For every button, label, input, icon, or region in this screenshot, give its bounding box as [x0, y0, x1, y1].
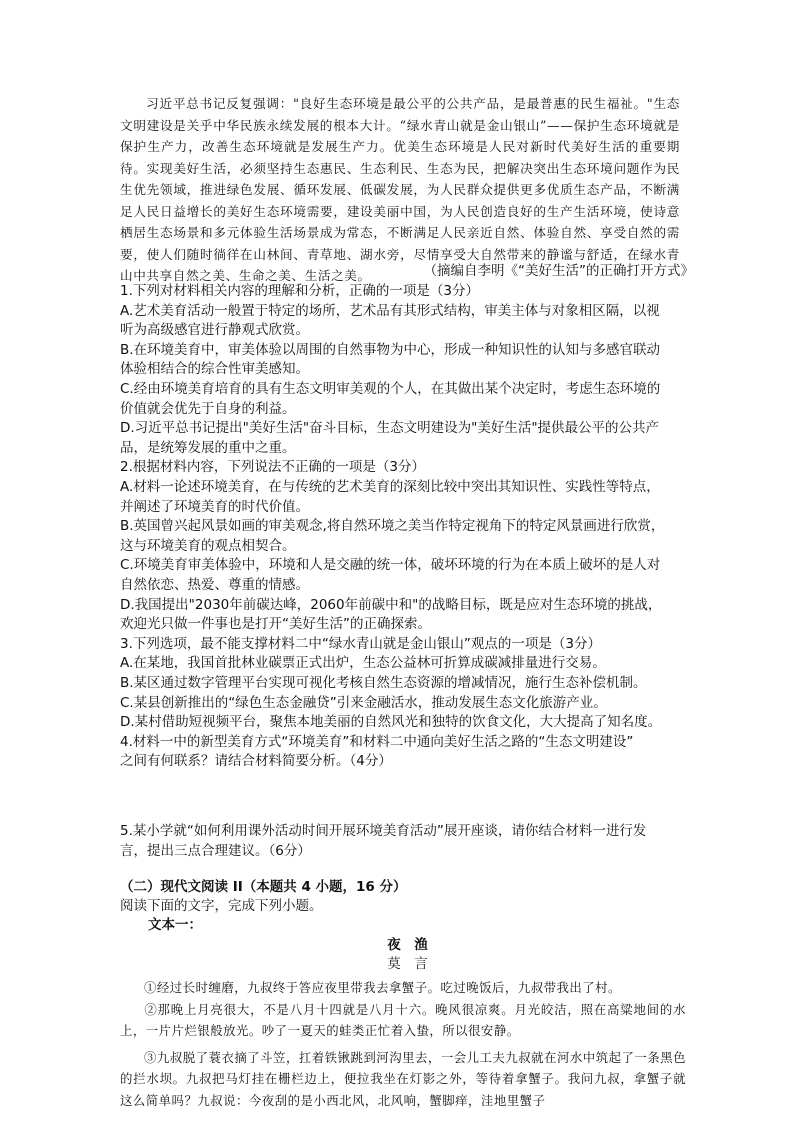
- question-4-stem: 4.材料一中的新型美育方式“环境美育”和材料二中通向美好生活之路的“生态文明建设”: [120, 733, 634, 750]
- question-1-option-b: B.在环境美育中，审美体验以周围的自然事物为中心，形成一种知识性的认知与多感官联动: [120, 341, 661, 358]
- question-2-option-b: B.英国曾兴起风景如画的审美观念,将自然环境之美当作特定视角下的特定风景画进行欣赏，: [120, 518, 665, 535]
- question-3-stem: 3.下列选项，最不能支撑材料二中“绿水青山就是金山银山”观点的一项是（3分）: [120, 635, 601, 652]
- story-paragraph-3: [120, 1047, 686, 1111]
- question-3-option-b: B.某区通过数字管理平台实现可视化考核自然生态资源的增减情况，施行生态补偿机制。: [120, 675, 647, 691]
- question-5-stem: 5.某小学就“如何利用课外活动时间开展环境美育活动”展开座谈，请你结合材料一进行发: [120, 823, 647, 839]
- question-1-option-c: C.经由环境美育培育的具有生态文明审美观的个人，在其做出某个决定时，考虑生态环境的: [120, 381, 661, 397]
- question-4-stem-cont: 之间有何联系？请结合材料简要分析。（4分）: [120, 753, 392, 770]
- question-1-option-d-cont: 品，是统筹发展的重中之重。: [120, 439, 296, 456]
- question-1-option-d: D.习近平总书记提出"美好生活"奋斗目标，生态文明建设为"美好生活"提供最公平的公共产: [120, 420, 660, 437]
- text-one-label: 文本一：: [148, 917, 202, 933]
- question-2-option-d: D.我国提出"2030年前碳达峰，2060年前碳中和"的战略目标，既是应对生态环境的挑战，: [120, 596, 662, 613]
- question-1-stem: 1.下列对材料相关内容的理解和分析，正确的一项是（3分）: [120, 283, 479, 299]
- source-citation: （摘编自李明《“美好生活”的正确打开方式》: [423, 263, 694, 279]
- question-2-option-b-cont: 这与环境美育的观点相契合。: [120, 537, 296, 554]
- story-paragraph-1: [120, 977, 686, 998]
- section-heading: （二）现代文阅读 II（本题共 4 小题，16 分）: [120, 879, 407, 895]
- question-2-option-a: A.材料一论述环境美育，在与传统的艺术美育的深刻比较中突出其知识性、实践性等特点，: [120, 479, 660, 495]
- story-paragraph-text: ③九叔脱了蓑衣摘了斗笠，扛着铁锹跳到河沟里去，一会儿工夫九叔就在河水中筑起了一条黑色的拦水坝。九叔把马灯挂在栅栏边上，便拉我坐在灯影之外，等待着拿蟹子。我问九叔，拿蟹子就这么简单吗？九叔说：今夜刮的是小西北风，北风响，蟹脚痒，洼地里蟹子: [120, 1050, 686, 1108]
- question-2-option-c-cont: 自然依恋、热爱、尊重的情感。: [120, 577, 309, 593]
- question-2-option-d-cont: 欢迎光只做一件事也是打开“美好生活”的正确探索。: [120, 616, 431, 633]
- section-instruction: 阅读下面的文字，完成下列小题。: [120, 898, 323, 914]
- story-title: 夜 渔: [387, 937, 428, 953]
- question-1-option-a: A.艺术美育活动一般置于特定的场所，艺术品有其形式结构，审美主体与对象相区隔，以视: [120, 302, 660, 319]
- material-two-text: 习近平总书记反复强调："良好生态环境是最公平的公共产品，是最普惠的民生福祉。"生态文明建设是关乎中华民族永续发展的根本大计。“绿水青山就是金山银山”——保护生态环境就是保护生产力，改善生态环境就是发展生产力。优美生态环境是人民对新时代美好生活的重要期待。实现美好生活，必须坚持生态惠民、生态利民、生态为民，把解决突出生态环境问题作为民生优先领域，推进绿色发展、循环发展、低碳发展，为人民群众提供更多优质生态产品，不断满足人民日益增长的美好生态环境需要，建设美丽中国，为人民创造良好的生产生活环境，使诗意栖居生态场景和多元体验生活场景成为常态，不断满足人民亲近自然、体验自然、享受自然的需要，使人们随时徜徉在山林间、青草地、湖水旁，尽情享受大自然带来的静谧与舒适，在绿水青山中共享自然之美、生命之美、生活之美。: [120, 96, 680, 283]
- question-5-stem-cont: 言，提出三点合理建议。（6分）: [120, 843, 311, 859]
- question-2-option-a-cont: 并阐述了环境美育的时代价值。: [120, 498, 309, 515]
- story-paragraph-text: ②那晚上月亮很大，不是八月十四就是八月十六。晚风很凉爽。月光皎洁，照在高粱地间的水上，一片片烂银般放光。吵了一夏天的蛙类正忙着入蛰，所以很安静。: [120, 1002, 686, 1039]
- question-3-option-a: A.在某地，我国首批林业碳票正式出炉，生态公益林可折算成碳减排量进行交易。: [120, 655, 606, 672]
- question-1-option-c-cont: 价值就会优先于自身的利益。: [120, 400, 296, 417]
- question-2-option-c: C.环境美育审美体验中，环境和人是交融的统一体，破坏环境的行为在本质上破坏的是人对: [120, 557, 661, 574]
- question-1-option-b-cont: 体验相结合的综合性审美感知。: [120, 361, 309, 378]
- question-2-stem: 2.根据材料内容，下列说法不正确的一项是（3分）: [120, 459, 425, 476]
- story-paragraph-2: [120, 999, 686, 1042]
- story-author: 莫 言: [387, 956, 428, 972]
- question-1-option-a-cont: 听为高级感官进行静观式欣赏。: [120, 322, 309, 339]
- question-3-option-d: D.某村借助短视频平台，聚焦本地美丽的自然风光和独特的饮食文化，大大提高了知名度。: [120, 714, 662, 731]
- material-two-paragraph: [120, 93, 680, 287]
- story-paragraph-text: ①经过长时缠磨，九叔终于答应夜里带我去拿蟹子。吃过晚饭后，九叔带我出了村。: [144, 980, 621, 995]
- question-3-option-c: C.某县创新推出的“绿色生态金融贷”引来金融活水，推动发展生态文化旅游产业。: [120, 694, 607, 711]
